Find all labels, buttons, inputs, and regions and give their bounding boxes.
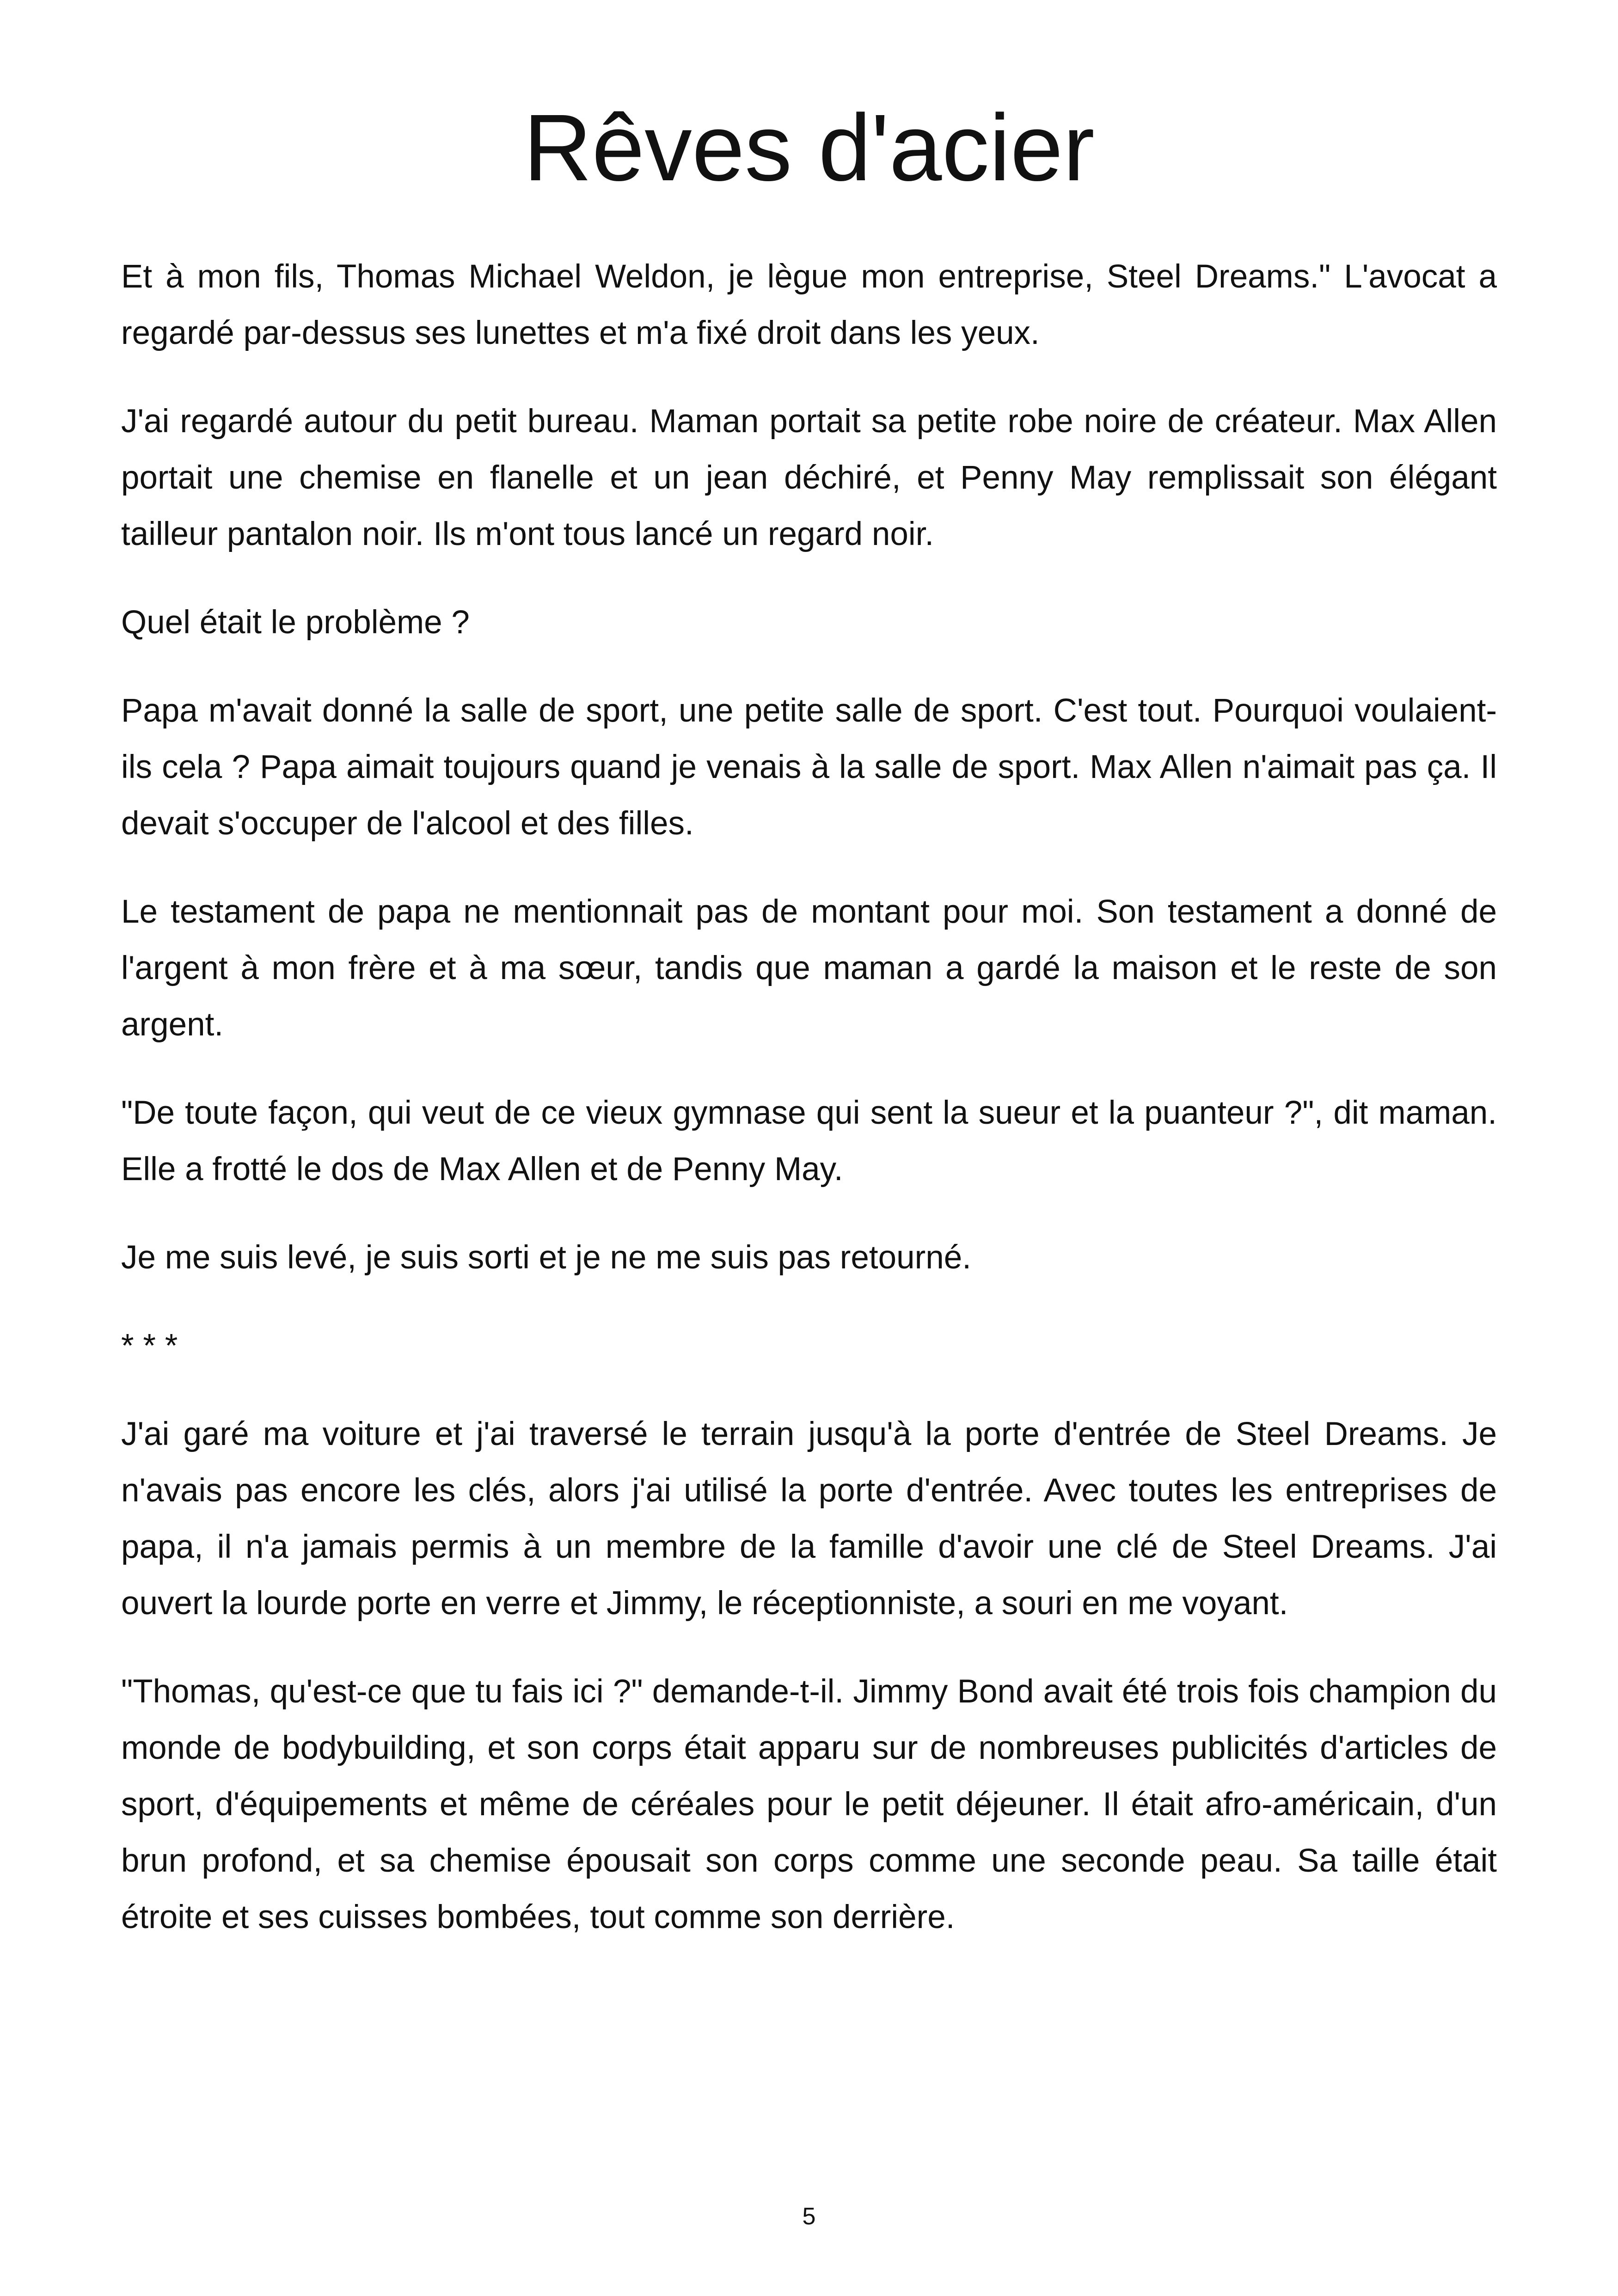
paragraph-2: J'ai regardé autour du petit bureau. Maman portait sa petite robe noire de créateur. Max Allen portait une chemise en flanelle et un jean déchiré, et Penny May remplissait son élégant tailleur pantalon noir. Ils m'ont tous lancé un regard noir. — [121, 403, 1497, 552]
paragraph-6: "De toute façon, qui veut de ce vieux gymnase qui sent la sueur et la puanteur ?", dit maman. Elle a frotté le dos de Max Allen et de Penny May. — [121, 1095, 1497, 1188]
page-number: 5 — [802, 2203, 816, 2230]
document-title: Rêves d'acier — [523, 95, 1095, 201]
paragraph-8: J'ai garé ma voiture et j'ai traversé le terrain jusqu'à la porte d'entrée de Steel Dreams. Je n'avais pas encore les clés, alors j'ai utilisé la porte d'entrée. Avec toutes les entreprises de papa, il n'a jamais permis à un membre de la famille d'avoir une clé de Steel Dreams. J'ai ouvert la lourde porte en verre et Jimmy, le réceptionniste, a souri en me voyant. — [121, 1416, 1497, 1622]
paragraph-3: Quel était le problème ? — [121, 604, 470, 641]
paragraph-5: Le testament de papa ne mentionnait pas de montant pour moi. Son testament a donné de l'argent à mon frère et à ma sœur, tandis que maman a gardé la maison et le reste de son argent. — [121, 894, 1497, 1043]
paragraph-9: "Thomas, qu'est-ce que tu fais ici ?" demande-t-il. Jimmy Bond avait été trois fois champion du monde de bodybuilding, et son corps était apparu sur de nombreuses publicités d'articles de sport, d'équipements et même de céréales pour le petit déjeuner. Il était afro-américain, d'un brun profond, et sa chemise épousait son corps comme une seconde peau. Sa taille était étroite et ses cuisses bombées, tout comme son derrière. — [121, 1673, 1497, 1935]
paragraph-1: Et à mon fils, Thomas Michael Weldon, je lègue mon entreprise, Steel Dreams." L'avocat a regardé par-dessus ses lunettes et m'a fixé droit dans les yeux. — [121, 258, 1497, 351]
paragraph-4: Papa m'avait donné la salle de sport, une petite salle de sport. C'est tout. Pourquoi voulaient-ils cela ? Papa aimait toujours quand je venais à la salle de sport. Max Allen n'aimait pas ça. Il devait s'occuper de l'alcool et des filles. — [121, 692, 1497, 842]
scene-break: * * * — [121, 1328, 178, 1364]
paragraph-7: Je me suis levé, je suis sorti et je ne me suis pas retourné. — [121, 1239, 971, 1276]
document-body — [121, 249, 1497, 1978]
